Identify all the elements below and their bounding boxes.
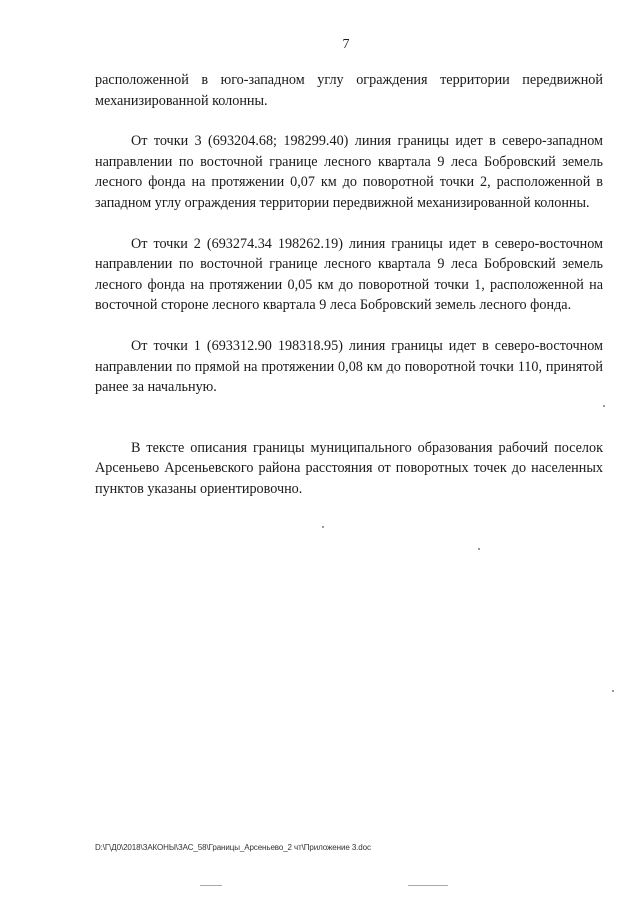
- paragraph-distance-note: В тексте описания границы муниципального образования рабочий поселок Арсеньево Арсеньевского района расстояния от поворотных точек до населенных пунктов указаны ориентировочно.: [95, 439, 603, 497]
- scan-speck: [478, 548, 480, 550]
- scan-speck: [612, 690, 614, 692]
- paragraph-point-1: От точки 1 (693312.90 198318.95) линия границы идет в северо-восточном направлении по прямой на протяжении 0,08 км до поворотной точки 110, принятой ранее за начальную.: [95, 337, 603, 396]
- scan-speck: [322, 526, 324, 528]
- scan-mark: [200, 885, 222, 886]
- document-body: [95, 70, 603, 500]
- paragraph-point-3: От точки 3 (693204.68; 198299.40) линия границы идет в северо-западном направлении по восточной границе лесного квартала 9 леса Бобровский земель лесного фонда на протяжении 0,07 км до поворотной точки 2, расположенной в западном углу ограждения территории передвижной механизированной колонны.: [95, 133, 603, 211]
- paragraph-continuation: расположенной в юго-западном углу ограждения территории передвижной механизированной колонны.: [95, 72, 603, 109]
- scan-speck: [603, 405, 605, 407]
- page-number: 7: [342, 37, 350, 52]
- footer-file-path: D:\Г\Д0\2018\ЗАКОНЫ\ЗАС_58\Границы_Арсеньево_2 чт\Приложение 3.doc: [95, 843, 371, 852]
- scan-mark: [408, 885, 448, 886]
- paragraph-point-2: От точки 2 (693274.34 198262.19) линия границы идет в северо-восточном направлении по восточной границе лесного квартала 9 леса Бобровский земель лесного фонда на протяжении 0,05 км до поворотной точки 1, расположенной на восточной стороне лесного квартала 9 леса Бобровский земель лесного фонда.: [95, 235, 603, 314]
